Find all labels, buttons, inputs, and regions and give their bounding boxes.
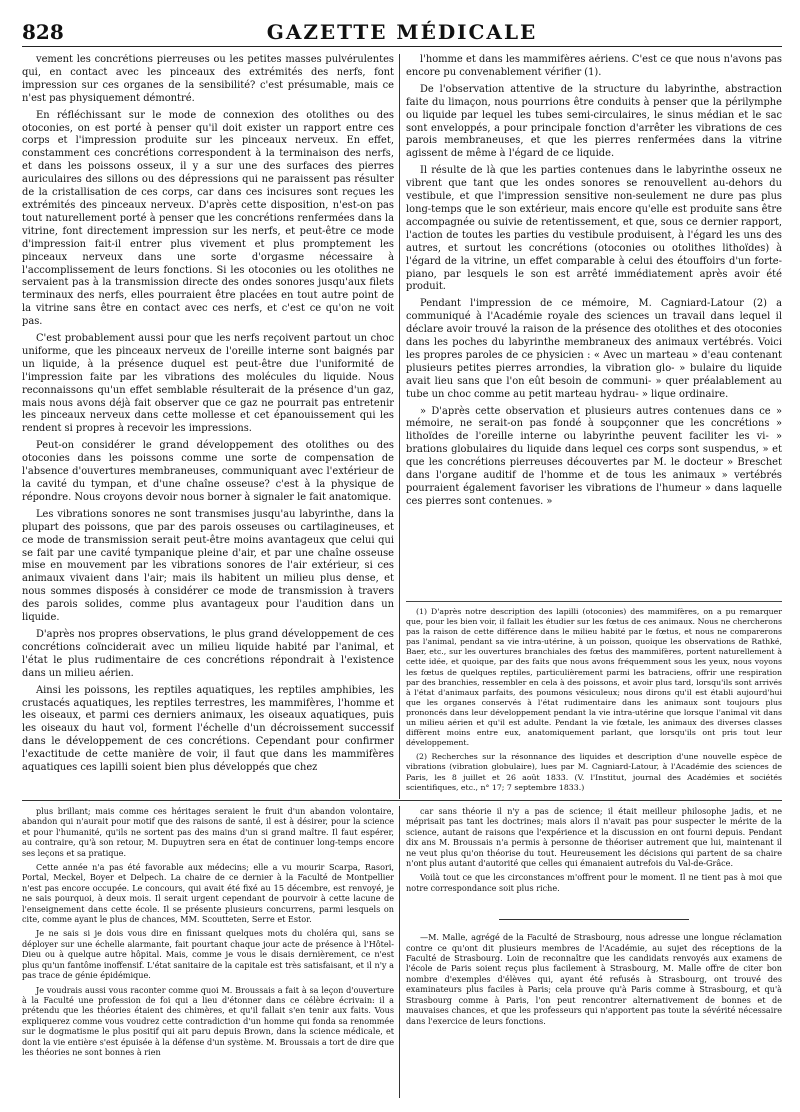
paragraph: En réfléchissant sur le mode de connexion des otolithes ou des otoconies, on est porté à penser qu'il doit exister un rapport entre ces corps et l'impression produite sur les pinceaux nerveux. En effet, constamment ces concrétions correspondent à la terminaison des nerfs, et dans les poissons osseux, il y a sur une des surfaces des pierres auriculaires des sillons ou des dépressions qui ne paraissent pas résulter de la cristallisation de ces corps, car dans ces incisures sont reçues les extrémités des pinceaux nerveux. D'après cette disposition, n'est-on pas tout naturellement porté à penser que les concrétions renfermées dans la vitrine, font directement impression sur les nerfs, et peut-être ce mode d'impression fait-il entrer plus vivement et plus promptement les pinceaux nerveux dans une sorte d'orgasme nécessaire à l'accomplissement de leurs fonctions. Si les otoconies ou les otolithes ne servaient pas à la transmission directe des ondes sonores jusqu'aux filets terminaux des nerfs, elles pourraient être placées en tout autre point de la vitrine sans être en contact avec ces nerfs, et c'est ce qu'on ne voit pas. [22,109,394,328]
paragraph: Ainsi les poissons, les reptiles aquatiques, les reptiles amphibies, les crustacés aquatiques, les reptiles terrestres, les mammifères, l'homme et les oiseaux, et parmi ces derniers animaux, les oiseaux aquatiques, puis les oiseaux du haut vol, forment l'échelle d'un décroissement successif dans le développement de ces concrétions. Cependant pour confirmer l'exactitude de cette manière de voir, il faut que dans les mammifères aquatiques ces lapilli soient bien plus développés que chez [22,684,394,774]
paragraph: Il résulte de là que les parties contenues dans le labyrinthe osseux ne vibrent que tant que les ondes sonores se renouvellent au-dehors du vestibule, et que l'impression sensitive non-seulement ne dure pas plus long-temps que le son extérieur, mais encore qu'elle est produite sans être accompagnée ou suivie de retentissement, et que, sous ce dernier rapport, l'action de toutes les parties du vestibule produisent, à l'égard les uns des autres, et surtout les concrétions (otoconies ou otolithes lithoïdes) à l'égard de la vitrine, un effet comparable à celui des étouffoirs d'un forte-piano, par lesquels le son est arrêté immédiatement après avoir été produit. [406,165,782,293]
paragraph: Voilà tout ce que les circonstances m'offrent pour le moment. Il ne tient pas à moi que notre correspondance soit plus riche. [406,872,782,893]
paragraph: Je voudrais aussi vous raconter comme quoi M. Broussais a fait à sa leçon d'ouverture à la Faculté une profession de foi qui a lieu d'étonner dans ce célèbre écrivain: il a prétendu que les théories étaient des chimères, et qu'il fallait s'en tenir aux faits. Vous expliquerez comme vous voudrez cette contradiction d'un homme qui fonda sa renommée sur le dogmatisme le plus positif qui ait paru depuis Brown, dans la science médicale, et dont la vie entière s'est épuisée à la défense d'un système. M. Broussais a tort de dire que les théories ne sont bonnes à rien [22,984,394,1057]
lower-left-column [22,806,394,1098]
upper-section [22,54,782,799]
paragraph: Cette année n'a pas été favorable aux médecins; elle a vu mourir Scarpa, Rasori, Portal, Meckel, Boyer et Delpech. La chaire de ce dernier à la Faculté de Montpellier n'est pas encore occupée. Le concours, qui avait été fixé au 15 décembre, est renvoyé, je ne sais pourquoi, à deux mois. Il serait urgent cependant de pourvoir à cette lacune de l'enseignement dans cette école. Il se présente plusieurs concurrens, parmi lesquels on cite, comme ayant le plus de chances, MM. Scoutteten, Serre et Estor. [22,862,394,925]
section-divider [22,800,782,801]
footnote-1: (1) D'après notre description des lapilli (otoconies) des mammifères, on a pu remarquer que, pour les bien voir, il fallait les étudier sur les fœtus de ces animaux. Nous ne chercherons pas la raison de cette différence dans le milieu habité par le fœtus, et nous ne comparerons pas l'animal, pendant sa vie intra-utérine, à un poisson, quoique les observations de Rathké, Baer, etc., sur les ouvertures branchiales des fœtus des mammifères, portent naturellement à cette idée, et quoique, par des faits que nous avons fréquemment sous les yeux, nous voyons les fœtus de quelques reptiles, particulièrement parmi les batraciens, offrir une respiration par des branchies, ressembler en cela à des poissons, et avoir plus tard, lorsqu'ils sont arrivés à l'état d'animaux parfaits, des poumons vésiculeux; nous dirons qu'il est établi aujourd'hui que les organes conservés à l'état rudimentaire dans les animaux sont toujours plus prononcés dans leur développement pendant la vie intra-utérine que lorsque l'animal vit dans un milieu aérien et qu'il est adulte. Pendant la vie fœtale, les animaux des diverses classes diffèrent moins entre eux, anatomiquement parlant, que lorsqu'ils ont pris tout leur développement. [406,607,782,748]
newspaper-page [22,18,782,1098]
paragraph: De l'observation attentive de la structure du labyrinthe, abstraction faite du limaçon, nous pourrions être conduits à penser que la périlymphe ou liquide par lequel les tubes semi-circulaires, le sinus médian et le sac sont enveloppés, a pour principale fonction d'arrêter les vibrations de ces parois membraneuses, et que les pierres renfermées dans la vitrine agissent de même à l'égard de ce liquide. [406,83,782,160]
paragraph: Pendant l'impression de ce mémoire, M. Cagniard-Latour (2) a communiqué à l'Académie royale des sciences un travail dans lequel il déclare avoir trouvé la raison de la présence des otolithes et des otoconies dans les poches du labyrinthe membraneux des animaux vertébrés. Voici les propres paroles de ce physicien : « Avec un marteau » d'eau contenant plusieurs petites pierres arrondies, la vibration glo- » bulaire du liquide avait lieu sans que l'on eût besoin de communi- » quer préalablement au tube un choc comme au petit marteau hydrau- » lique ordinaire. [406,298,782,400]
lower-section [22,806,782,1098]
article-separator [499,919,689,920]
paragraph: car sans théorie il n'y a pas de science; il était meilleur philosophe jadis, et ne méprisait pas tant les doctrines; mais alors il n'avait pas pour suspecter le mérite de la science, autant de raisons que l'expérience et la discussion en ont fourni depuis. Pendant dix ans M. Broussais n'a permis à personne de théoriser autrement que lui, maintenant il ne veut plus qu'on théorise du tout. Heureusement les décisions qui partent de sa chaire n'ont plus autant d'autorité que celles qui émanaient autrefois du Val-de-Grâce. [406,806,782,869]
page-title: GAZETTE MÉDICALE [266,20,538,44]
upper-right-column [406,54,782,799]
paragraph: Les vibrations sonores ne sont transmises jusqu'au labyrinthe, dans la plupart des poissons, que par des parois osseuses ou cartilagineuses, et ce mode de transmission serait peut-être moins avantageux que celui qui se fait par une cavité tympanique pleine d'air, et par une chaîne osseuse mise en mouvement par les vibrations sonores de l'air extérieur, si ces animaux vivaient dans l'air; mais ils habitent un milieu plus dense, et nous sommes disposés à considérer ce mode de transmission à travers des parois solides, comme plus avantageux pour l'audition dans un liquide. [22,508,394,624]
paragraph: C'est probablement aussi pour que les nerfs reçoivent partout un choc uniforme, que les pinceaux nerveux de l'oreille interne sont baignés par un liquide, à la présence duquel est peut-être due l'uniformité de l'impression faite par les vibrations des molécules du liquide. Nous reconnaissons qu'un effet semblable résulterait de la présence d'un gaz, mais nous avons déjà fait observer que ce gaz ne pourrait pas entretenir les pinceaux nerveux dans cette mollesse et cet épanouissement qui les rendent si propres à recevoir les impressions. [22,333,394,435]
footnote-divider [406,601,782,602]
paragraph: —M. Malle, agrégé de la Faculté de Strasbourg, nous adresse une longue réclamation contre ce qu'ont dit plusieurs membres de l'Académie, au sujet des réceptions de la Faculté de Strasbourg. Loin de reconnaître que les candidats renvoyés aux examens de l'école de Paris soient reçus plus facilement à Strasbourg, M. Malle offre de citer bon nombre d'exemples d'élèves qui, ayant été refusés à Strasbourg, ont trouvé des examinateurs plus faciles à Paris; cela prouve qu'à Paris comme à Strasbourg, et qu'à Strasbourg comme à Paris, l'on peut rencontrer alternativement de bonnes et de mauvaises chances, et que les professeurs qui n'apportent pas toute la sévérité nécessaire dans l'exercice de leurs fonctions. [406,932,782,1026]
paragraph: » D'après cette observation et plusieurs autres contenues dans ce » mémoire, ne serait-on pas fondé à soupçonner que les concrétions » lithoïdes de l'oreille interne ou labyrinthe peuvent faciliter les vi- » brations globulaires du liquide dans lequel ces corps sont suspendus, » et que les concrétions pierreuses découvertes par M. le docteur » Breschet dans l'organe auditif de l'homme et de tous les animaux » vertébrés pourraient également favoriser les vibrations de l'humeur » dans laquelle ces pierres sont contenues. » [406,405,782,507]
paragraph: vement les concrétions pierreuses ou les petites masses pulvérulentes qui, en contact avec les pinceaux des extrémités des nerfs, font impression sur ces organes de la sensibilité? c'est présumable, mais ce n'est pas physiquement démontré. [22,54,394,104]
paragraph: D'après nos propres observations, le plus grand développement de ces concrétions coïnciderait avec un milieu liquide habité par l'animal, et l'état le plus rudimentaire de ces concrétions répondrait à l'existence dans un milieu aérien. [22,628,394,679]
column-divider [399,54,400,799]
paragraph: l'homme et dans les mammifères aériens. C'est ce que nous n'avons pas encore pu convenablement vérifier (1). [406,54,782,78]
paragraph: plus brillant; mais comme ces héritages seraient le fruit d'un abandon volontaire, abandon qui n'aurait pour motif que des raisons de santé, il est à désirer, pour la science et pour l'humanité, qu'ils ne sortent pas des mains d'un si grand maître. Il faut espérer, au contraire, qu'à son retour, M. Dupuytren sera en état de continuer long-temps encore ses leçons et sa pratique. [22,806,394,858]
footnote-2: (2) Recherches sur la résonnance des liquides et description d'une nouvelle espèce de vibrations (vibration globulaire), lues par M. Cagniard-Latour, à l'Académie des sciences de Paris, les 8 juillet et 26 août 1833. (V. l'Institut, journal des Académies et sociétés scientifiques, etc., n° 17; 7 septembre 1833.) [406,752,782,792]
lower-right-column [406,806,782,1098]
lower-column-divider [399,806,400,1098]
page-number: 828 [22,20,64,44]
upper-left-column [22,54,394,799]
paragraph: Je ne sais si je dois vous dire en finissant quelques mots du choléra qui, sans se déployer sur une échelle alarmante, fait pourtant chaque jour acte de présence à l'Hôtel-Dieu ou à quelque autre hôpital. Mais, comme je vous le disais dernièrement, ce n'est plus qu'un fantôme inoffensif. L'état sanitaire de la capitale est très satisfaisant, et il n'y a pas trace de génie épidémique. [22,928,394,981]
paragraph: Peut-on considérer le grand développement des otolithes ou des otoconies dans les poissons comme une sorte de compensation de l'absence d'ouvertures membraneuses, communiquant avec l'extérieur de la cavité du tympan, et d'une chaîne osseuse? c'est à la physique de répondre. Nous croyons devoir nous borner à signaler le fait anatomique. [22,440,394,503]
footnotes [406,607,782,797]
page-header [22,18,782,47]
